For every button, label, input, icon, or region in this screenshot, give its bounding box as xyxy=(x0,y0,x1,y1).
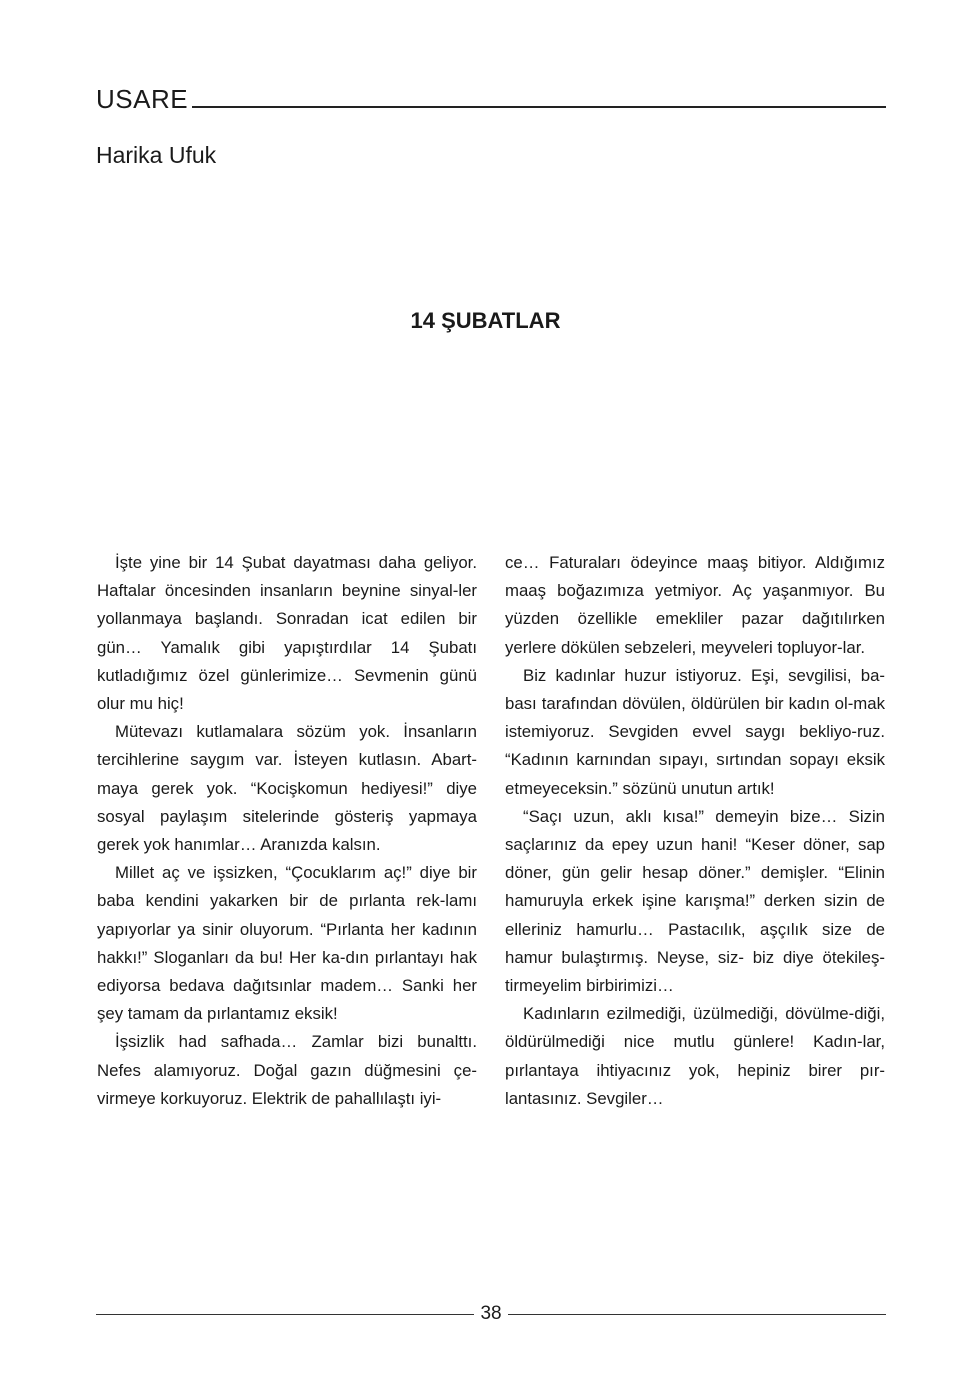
left-column xyxy=(97,549,477,1113)
paragraph: Millet aç ve işsizken, “Çocuklarım aç!” diye bir baba kendini yakarken bir de pırlanta rek-lamı yapıyorlar ya sinir oluyorum. “Pırlanta her kadının hakkı!” Sloganları da bu! Her ka-dın pırlantayı hak ediyorsa bedava dağıtsınlar madem… Sanki her şey tamam da pırlantamız eksik! xyxy=(97,863,477,1024)
right-column xyxy=(505,549,885,1113)
paragraph: İşte yine bir 14 Şubat dayatması daha geliyor. Haftalar öncesinden insanların beynine sinyal-ler yollanmaya başlandı. Sonradan icat edilen bir gün… Yamalık gibi yapıştırdılar 14 Şubatı kutladığımız özel günlerimize… Sevmenin günü olur mu hiç! xyxy=(97,553,477,714)
journal-name: USARE xyxy=(96,84,189,114)
paragraph: Mütevazı kutlamalara sözüm yok. İnsanların tercihlerine saygım var. İsteyen kutlasın. Abart-maya gerek yok. “Kocişkomun hediyesi!” diye sosyal paylaşım sitelerinde gösteriş yapmaya gerek yok hanımlar… Aranızda kalsın. xyxy=(97,722,477,855)
running-header xyxy=(96,80,886,112)
author-name: Harika Ufuk xyxy=(96,142,217,168)
header-rule xyxy=(192,106,886,108)
page-footer xyxy=(96,1300,886,1328)
footer-rule-right xyxy=(508,1314,886,1315)
page-number: 38 xyxy=(480,1303,502,1324)
paragraph: Biz kadınlar huzur istiyoruz. Eşi, sevgilisi, ba-bası tarafından dövülen, öldürülen bir kadın ol-mak istemiyoruz. Sevgiden evvel saygı bekliyo-ruz. “Kadının karnından sıpayı, sırtından sopayı eksik etmeyeceksin.” sözünü unutun artık! xyxy=(505,665,885,798)
paragraph-continuation: ce… Faturaları ödeyince maaş bitiyor. Aldığımız maaş boğazımıza yetmiyor. Aç yaşanmıyor. Bu yüzden özellikle emekliler pazar dağıtılırken yerlere dökülen sebzeleri, meyveleri topluyor-lar. xyxy=(505,553,885,657)
paragraph: “Saçı uzun, aklı kısa!” demeyin bize… Sizin saçlarınız da epey uzun hani! “Keser döner, sap döner, gün gelir hesap döner.” demişler. “Elinin hamuruyla erkek işine karışma!” derken sizin de elleriniz hamurlu… Pastacılık, aşçılık size de hamur bulaştırmış. Neyse, siz- biz diye ötekileş-tirmeyelim birbirimizi… xyxy=(505,806,885,996)
article-title: 14 ŞUBATLAR xyxy=(410,308,561,333)
paragraph: Kadınların ezilmediği, üzülmediği, dövülme-diği, öldürülmediği nice mutlu günlere! Kadın-lar, pırlantaya ihtiyacınız yok, hepiniz birer pır-lantasınız. Sevgiler… xyxy=(505,1004,885,1108)
footer-rule-left xyxy=(96,1314,474,1315)
paragraph: İşsizlik had safhada… Zamlar bizi bunalttı. Nefes alamıyoruz. Doğal gazın düğmesini çe-virmeye korkuyoruz. Elektrik de pahallılaştı iyi- xyxy=(97,1032,477,1108)
